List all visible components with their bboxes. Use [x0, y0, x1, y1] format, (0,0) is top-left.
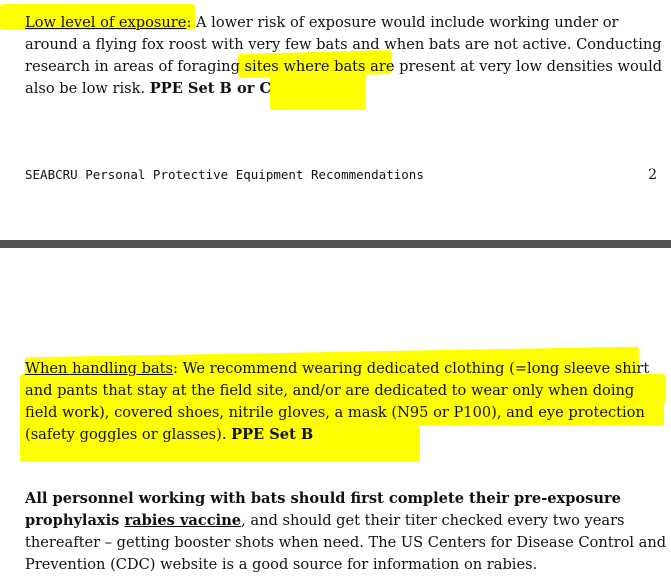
page-separator	[0, 240, 671, 248]
document-page-2	[0, 248, 671, 587]
ppe-label: PPE Set B	[231, 426, 314, 443]
bold-statement: All personnel working with bats should first complete their pre-exposure prophylaxis	[25, 490, 621, 529]
paragraph-text: A lower risk of exposure would include working under or around a flying fox roost with very few bats and when bats are not active. Conducting research in areas of foraging sites where bats are present at very low densities would also be low risk.	[25, 14, 663, 97]
ppe-label: PPE Set B or C	[149, 80, 272, 97]
paragraph-text: , and should get their titer checked every two years thereafter – getting booster shots when need. The US Centers for Disease Control and Prevention (CDC) website is a good source for information on rabies.	[25, 512, 667, 573]
rabies-vaccine-link[interactable]: rabies vaccine	[124, 512, 242, 529]
vaccine-paragraph	[25, 488, 670, 576]
handling-paragraph: When handling bats: We recommend wearing dedicated clothing (=long sleeve shirt and pants that stay at the field site, and/or are dedicated to wear only when doing field work), covered shoes, nitrile gloves, a mask (N95 or P100), and eye protection (safety goggles or glasses). PPE Set B	[25, 360, 650, 443]
paragraph-text: We recommend wearing dedicated clothing (=long sleeve shirt and pants that stay at the field site, and/or are dedicated to wear only when doing field work), covered shoes, nitrile gloves, a mask (N95 or P100), and eye protection (safety goggles or glasses).	[25, 360, 650, 443]
page-number: 2	[648, 167, 657, 183]
paragraph-heading: Low level of exposure	[25, 14, 187, 31]
page-footer	[25, 167, 657, 182]
paragraph-heading: When handling bats	[25, 360, 174, 377]
document-page-1	[0, 0, 671, 240]
exposure-paragraph: Low level of exposure: A lower risk of exposure would include working under or around a flying fox roost with very few bats and when bats are not active. Conducting research in areas of foraging sites where bats are present at very low densities would also be low risk. PPE Set B or C	[25, 14, 663, 97]
footer-title: SEABCRU Personal Protective Equipment Recommendations	[25, 167, 424, 182]
